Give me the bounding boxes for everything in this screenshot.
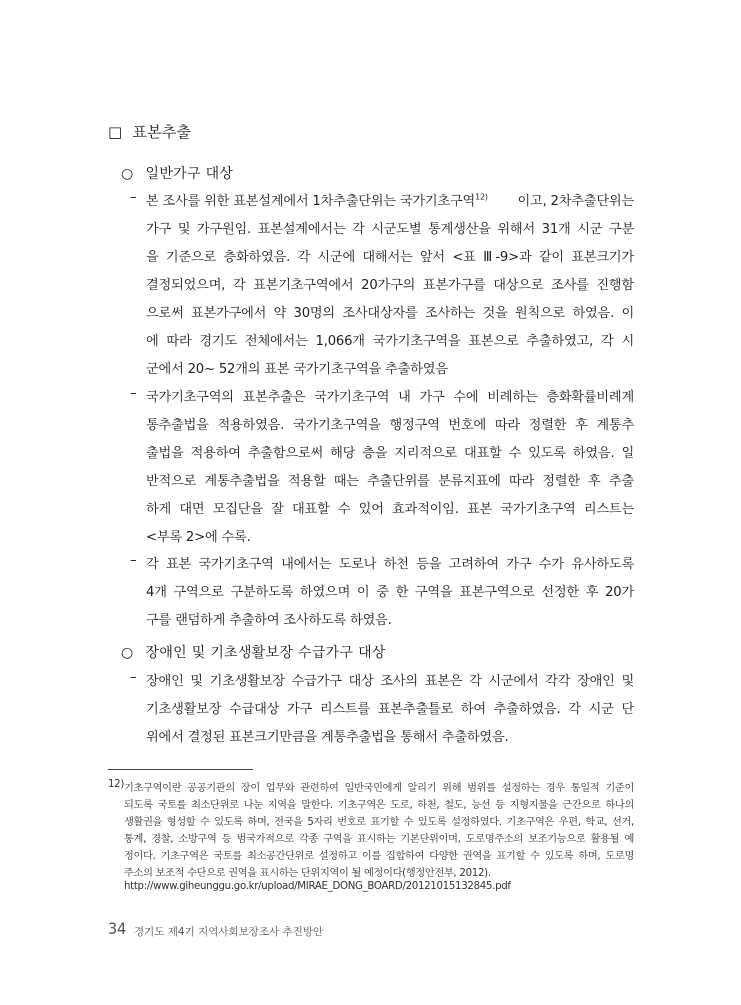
paragraph-line: 반적으로 계통추출법을 적용할 때는 추출단위를 분류지표에 따라 정렬한 후 추출	[146, 474, 634, 489]
paragraph-line: 군에서 20~ 52개의 표본 국가기초구역을 추출하였음	[146, 362, 448, 377]
paragraph-line: 기초생활보장 수급대상 가구 리스트를 표본추출틀로 하여 추출하였음. 각 시군 단	[146, 702, 634, 717]
section-heading	[108, 121, 191, 142]
subsection-title: 장애인 및 기초생활보장 수급가구 대상	[145, 645, 386, 661]
paragraph-line: 에 따라 경기도 전체에서는 1,066개 국가기초구역을 표본으로 추출하였고, 각 시	[146, 334, 634, 349]
square-bullet-icon: □	[108, 123, 123, 141]
paragraph-line: 통추출법을 적용하였음. 국가기초구역을 행정구역 번호에 따라 정렬한 후 계통추	[146, 418, 634, 433]
subsection-title: 일반가구 대상	[145, 166, 234, 182]
paragraph-line: 국가기초구역의 표본추출은 국가기초구역 내 가구 수에 비례하는 층화확률비례계	[146, 390, 634, 405]
dash-bullet: –	[130, 386, 137, 401]
paragraph-line: 으로써 표본가구에서 약 30명의 조사대상자를 조사하는 것을 원칙으로 하였음. 이	[146, 306, 634, 321]
footnote-url-link[interactable]: http://www.giheunggu.go.kr/upload/MIRAE_DONG_BOARD/20121015132845.pdf	[124, 881, 511, 892]
paragraph-line: 하게 대면 모집단을 잘 대표할 수 있어 효과적이임. 표본 국가기초구역 리스트는	[146, 502, 634, 517]
paragraph-line: 구를 랜덤하게 추출하여 조사하도록 하였음.	[146, 613, 392, 628]
dash-bullet: –	[130, 190, 137, 205]
paragraph-line: 각 표본 국가기초구역 내에서는 도로나 하천 등을 고려하여 가구 수가 유사하도록	[146, 557, 634, 572]
footnote-ref[interactable]: 12)	[475, 192, 488, 202]
paragraph-line: 가구 및 가구원임. 표본설계에서는 각 시군도별 통계생산을 위해서 31개 시군 구분	[146, 222, 634, 237]
paragraph-line: 결정되었으며, 각 표본기초구역에서 20가구의 표본가구를 대상으로 조사를 진행함	[146, 278, 634, 293]
section-title: 표본추출	[132, 123, 192, 141]
dash-bullet: –	[130, 670, 137, 685]
circle-bullet-icon: ○	[121, 166, 134, 182]
paragraph-line: 위에서 결정된 표본크기만큼을 계통추출법을 통해서 추출하였음.	[146, 730, 509, 745]
paragraph-line: <부록 2>에 수록.	[146, 530, 251, 545]
footnote-line: 통계, 경찰, 소방구역 등 범국가적으로 각종 구역을 표시하는 기본단위이며, 도로명주소의 보조기능으로 활용될 예	[124, 834, 634, 845]
footnote-number: 12)	[108, 779, 125, 790]
running-title: 경기도 제4기 지역사회보장조사 추진방안	[134, 926, 324, 938]
paragraph-line: 4개 구역으로 구분하도록 하였으며 이 중 한 구역을 표본구역으로 선정한 후 20가	[146, 585, 634, 600]
footnote-line: 기초구역이란 공공기관의 장이 업무와 관련하여 일반국민에게 알리기 위해 범위를 설정하는 경우 통일적 기준이	[124, 783, 634, 794]
subsection-heading-disabled	[121, 642, 386, 662]
footnote-line: 정이다. 기초구역은 국토를 최소공간단위로 설정하고 이를 집합하여 다양한 권역을 표기할 수 있도록 하며, 도로명	[124, 851, 634, 862]
footnote-line: 되도록 국토를 최소단위로 나눈 지역을 말한다. 기초구역은 도로, 하천, 철도, 능선 등 지형지물을 근간으로 하나의	[124, 800, 634, 811]
footnote-divider	[108, 769, 253, 770]
dash-bullet: –	[130, 553, 137, 568]
footnote-line: 주소의 보조적 수단으로 권역을 표시하는 단위지역이 될 예정이다(행정안전부, 2012).	[124, 868, 491, 879]
paragraph-line: 장애인 및 기초생활보장 수급가구 대상 조사의 표본은 각 시군에서 각각 장애인 및	[146, 674, 634, 689]
page-number: 34	[108, 919, 127, 938]
paragraph-line: 출법을 적용하여 추출함으로써 해당 층을 지리적으로 대표할 수 있도록 하였음. 일	[146, 446, 634, 461]
subsection-heading-general	[121, 163, 233, 183]
circle-bullet-icon: ○	[121, 645, 134, 661]
footnote-line: 생활권을 형성할 수 있도록 하며, 전국을 5자리 번호로 표기할 수 있도록 설정하였다. 기초구역은 우편, 학교, 선거,	[124, 817, 634, 828]
paragraph-line: 본 조사를 위한 표본설계에서 1차추출단위는 국가기초구역$^{12)}$ 이고, 2차추출단위는	[146, 192, 634, 209]
paragraph-line: 을 기준으로 층화하였음. 각 시군에 대해서는 앞서 <표 Ⅲ-9>과 같이 표본크기가	[146, 250, 634, 265]
